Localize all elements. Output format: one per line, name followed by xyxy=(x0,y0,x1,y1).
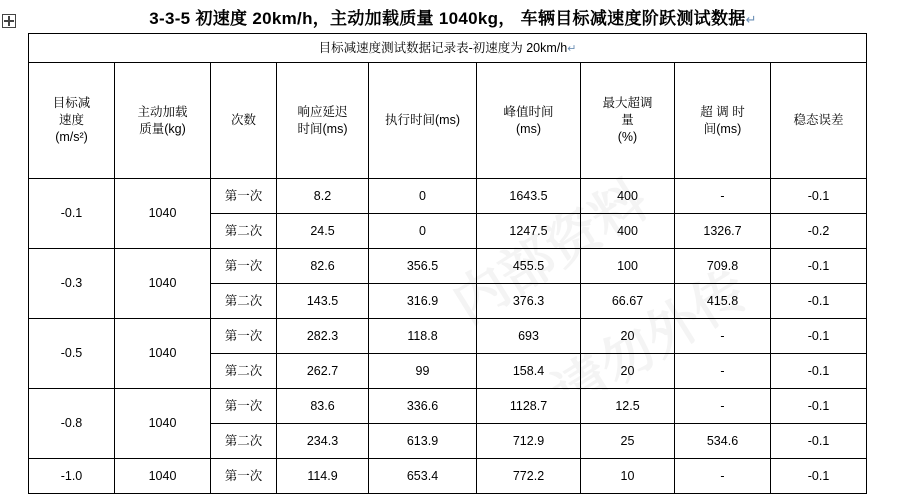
cell-exec-time: 356.5 xyxy=(369,249,477,284)
column-header-load-mass-line2: 质量(kg) xyxy=(139,121,186,136)
table-caption xyxy=(29,34,867,63)
cell-count: 第一次 xyxy=(211,249,277,284)
cell-exec-time: 0 xyxy=(369,179,477,214)
table-header-row xyxy=(29,63,867,179)
cell-exec-time: 316.9 xyxy=(369,284,477,319)
cell-exec-time: 0 xyxy=(369,214,477,249)
cell-max-overshoot: 12.5 xyxy=(581,389,675,424)
cell-steady-error: -0.1 xyxy=(771,319,867,354)
cell-peak-time: 693 xyxy=(477,319,581,354)
cell-peak-time: 376.3 xyxy=(477,284,581,319)
cell-count: 第二次 xyxy=(211,284,277,319)
cell-count: 第二次 xyxy=(211,354,277,389)
column-header-overshoot-time xyxy=(675,63,771,179)
column-header-response-delay xyxy=(277,63,369,179)
cell-target-decel: -0.8 xyxy=(29,389,115,459)
cell-overshoot-time: - xyxy=(675,459,771,494)
cell-steady-error: -0.1 xyxy=(771,424,867,459)
cell-exec-time: 118.8 xyxy=(369,319,477,354)
cell-max-overshoot: 400 xyxy=(581,179,675,214)
column-header-max-overshoot xyxy=(581,63,675,179)
column-header-response-delay-line2: 时间(ms) xyxy=(297,121,348,136)
cell-peak-time: 1643.5 xyxy=(477,179,581,214)
cell-max-overshoot: 66.67 xyxy=(581,284,675,319)
cell-response-delay: 262.7 xyxy=(277,354,369,389)
cell-steady-error: -0.2 xyxy=(771,214,867,249)
cell-response-delay: 24.5 xyxy=(277,214,369,249)
cell-max-overshoot: 10 xyxy=(581,459,675,494)
cell-exec-time: 336.6 xyxy=(369,389,477,424)
table-caption-row xyxy=(29,34,867,63)
cell-exec-time: 653.4 xyxy=(369,459,477,494)
table-row xyxy=(29,459,867,494)
cell-load-mass: 1040 xyxy=(115,459,211,494)
cell-response-delay: 114.9 xyxy=(277,459,369,494)
table-row xyxy=(29,179,867,214)
cell-overshoot-time: - xyxy=(675,389,771,424)
table-row xyxy=(29,249,867,284)
cell-exec-time: 613.9 xyxy=(369,424,477,459)
cell-response-delay: 234.3 xyxy=(277,424,369,459)
table-row xyxy=(29,389,867,424)
cell-overshoot-time: 1326.7 xyxy=(675,214,771,249)
cell-target-decel: -1.0 xyxy=(29,459,115,494)
column-header-max-overshoot-line2: 量 xyxy=(621,113,634,128)
cell-response-delay: 282.3 xyxy=(277,319,369,354)
column-header-response-delay-line1: 响应延迟 xyxy=(297,104,348,119)
column-header-peak-time-line1: 峰值时间 xyxy=(503,104,554,119)
cell-count: 第一次 xyxy=(211,319,277,354)
paragraph-mark-icon: ↵ xyxy=(567,42,577,55)
column-header-overshoot-time-line1: 超 调 时 xyxy=(700,104,745,119)
column-header-target-decel xyxy=(29,63,115,179)
column-header-max-overshoot-unit: (%) xyxy=(617,129,638,144)
cell-response-delay: 143.5 xyxy=(277,284,369,319)
page-title xyxy=(0,4,906,29)
cell-response-delay: 82.6 xyxy=(277,249,369,284)
column-header-load-mass-line1: 主动加载 xyxy=(137,104,188,119)
cell-steady-error: -0.1 xyxy=(771,389,867,424)
cell-count: 第二次 xyxy=(211,214,277,249)
column-header-count: 次数 xyxy=(211,63,277,179)
cell-response-delay: 8.2 xyxy=(277,179,369,214)
cell-load-mass: 1040 xyxy=(115,249,211,319)
cell-peak-time: 712.9 xyxy=(477,424,581,459)
cell-overshoot-time: - xyxy=(675,319,771,354)
cell-overshoot-time: - xyxy=(675,354,771,389)
cell-max-overshoot: 400 xyxy=(581,214,675,249)
cell-peak-time: 1247.5 xyxy=(477,214,581,249)
column-header-max-overshoot-line1: 最大超调 xyxy=(602,96,653,111)
cell-steady-error: -0.1 xyxy=(771,284,867,319)
cell-max-overshoot: 100 xyxy=(581,249,675,284)
cell-count: 第一次 xyxy=(211,389,277,424)
column-header-peak-time xyxy=(477,63,581,179)
column-header-target-decel-unit: (m/s²) xyxy=(55,129,88,144)
cell-count: 第一次 xyxy=(211,179,277,214)
column-header-overshoot-time-line2: 间(ms) xyxy=(703,121,742,136)
cell-load-mass: 1040 xyxy=(115,319,211,389)
cell-overshoot-time: 415.8 xyxy=(675,284,771,319)
cell-overshoot-time: 534.6 xyxy=(675,424,771,459)
cell-overshoot-time: - xyxy=(675,179,771,214)
cell-overshoot-time: 709.8 xyxy=(675,249,771,284)
decel-test-data-table xyxy=(28,33,867,494)
cell-peak-time: 455.5 xyxy=(477,249,581,284)
column-header-target-decel-line2: 速度 xyxy=(58,113,84,128)
column-header-peak-time-line2: (ms) xyxy=(516,121,541,136)
cell-target-decel: -0.1 xyxy=(29,179,115,249)
cell-max-overshoot: 20 xyxy=(581,354,675,389)
cell-max-overshoot: 25 xyxy=(581,424,675,459)
column-header-exec-time: 执行时间(ms) xyxy=(369,63,477,179)
cell-peak-time: 772.2 xyxy=(477,459,581,494)
column-header-load-mass xyxy=(115,63,211,179)
cell-load-mass: 1040 xyxy=(115,179,211,249)
cell-steady-error: -0.1 xyxy=(771,249,867,284)
cell-target-decel: -0.5 xyxy=(29,319,115,389)
cell-response-delay: 83.6 xyxy=(277,389,369,424)
cell-exec-time: 99 xyxy=(369,354,477,389)
cell-max-overshoot: 20 xyxy=(581,319,675,354)
cell-steady-error: -0.1 xyxy=(771,459,867,494)
column-header-steady-error: 稳态误差 xyxy=(771,63,867,179)
cell-peak-time: 158.4 xyxy=(477,354,581,389)
cell-target-decel: -0.3 xyxy=(29,249,115,319)
cell-count: 第一次 xyxy=(211,459,277,494)
cell-count: 第二次 xyxy=(211,424,277,459)
table-row xyxy=(29,319,867,354)
page-title-text: 3-3-5 初速度 20km/h，主动加载质量 1040kg， 车辆目标减速度阶跃测试数据 xyxy=(149,9,746,28)
column-header-target-decel-line1: 目标减 xyxy=(52,96,91,111)
cell-load-mass: 1040 xyxy=(115,389,211,459)
cell-steady-error: -0.1 xyxy=(771,354,867,389)
cell-steady-error: -0.1 xyxy=(771,179,867,214)
table-caption-text: 目标减速度测试数据记录表-初速度为 20km/h xyxy=(318,40,568,55)
paragraph-mark-icon: ↵ xyxy=(745,12,757,27)
cell-peak-time: 1128.7 xyxy=(477,389,581,424)
